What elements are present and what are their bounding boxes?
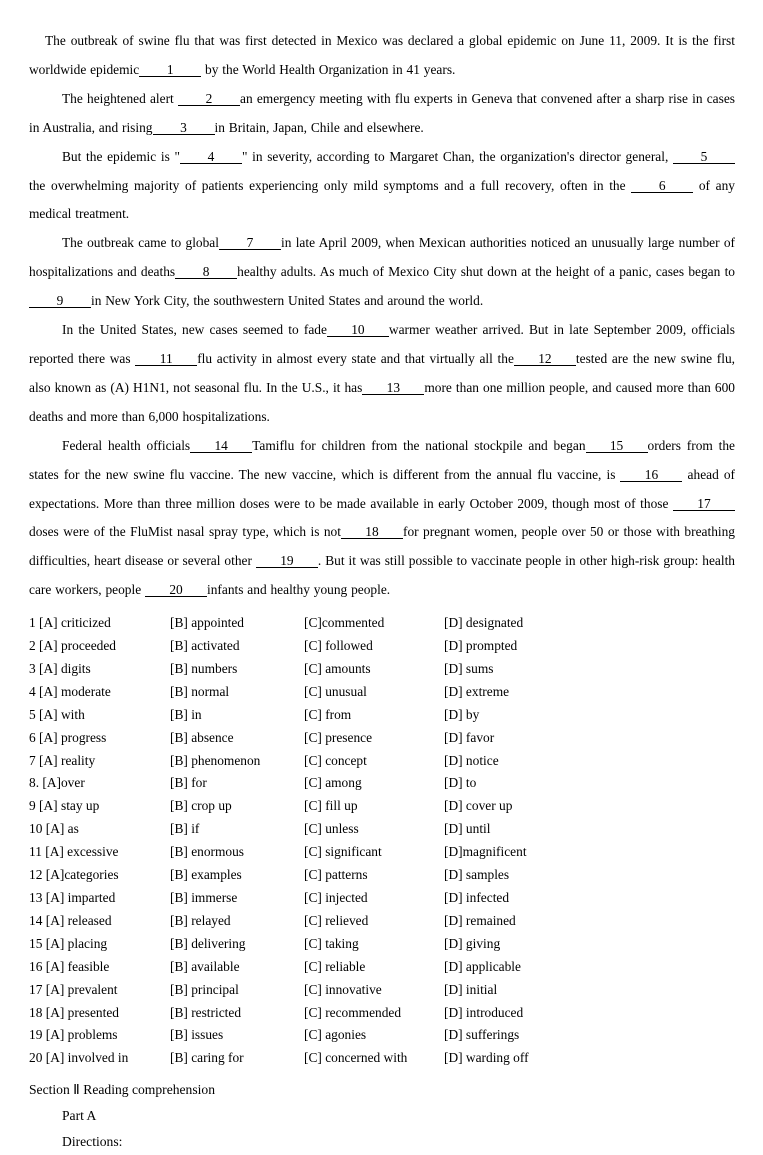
cloze-blank-3: 3 bbox=[153, 121, 215, 135]
option-cell: [D] to bbox=[444, 775, 477, 791]
option-cell: 10 [A] as bbox=[29, 821, 79, 837]
option-row-4 bbox=[29, 681, 735, 704]
cloze-blank-13: 13 bbox=[362, 381, 424, 395]
option-cell: [B] principal bbox=[170, 981, 239, 997]
option-row-2 bbox=[29, 635, 735, 658]
option-cell: [B] phenomenon bbox=[170, 752, 261, 768]
option-cell: 18 [A] presented bbox=[29, 1004, 119, 1020]
option-cell: [D] giving bbox=[444, 935, 501, 951]
cloze-blank-12: 12 bbox=[514, 352, 576, 366]
cloze-blank-9: 9 bbox=[29, 294, 91, 308]
passage-paragraph: The outbreak came to global 7 in late April 2009, when Mexican authorities noticed an unusually large number of hospitalizations and deaths 8 healthy adults. As much of Mexico City shut down at the height of a panic, cases began to 9 in New York City, the southwestern United States and around the world. bbox=[29, 235, 735, 309]
option-cell: [B] enormous bbox=[170, 844, 245, 860]
option-row-10 bbox=[29, 818, 735, 841]
option-row-11 bbox=[29, 841, 735, 864]
option-row-1 bbox=[29, 612, 735, 635]
option-cell: [D] introduced bbox=[444, 1004, 524, 1020]
option-cell: [B] relayed bbox=[170, 912, 231, 928]
cloze-blank-20: 20 bbox=[145, 583, 207, 597]
cloze-blank-6: 6 bbox=[631, 179, 693, 193]
option-cell: 3 [A] digits bbox=[29, 660, 91, 676]
option-cell: [B] in bbox=[170, 706, 202, 722]
option-cell: [D] sums bbox=[444, 660, 494, 676]
option-cell: [D] remained bbox=[444, 912, 516, 928]
option-cell: [C] taking bbox=[304, 935, 359, 951]
cloze-blank-4: 4 bbox=[180, 150, 242, 164]
option-cell: [C] significant bbox=[304, 844, 382, 860]
part-label: Part A bbox=[62, 1108, 97, 1124]
option-cell: 9 [A] stay up bbox=[29, 798, 100, 814]
option-cell: [C]commented bbox=[304, 615, 385, 631]
cloze-blank-5: 5 bbox=[673, 150, 735, 164]
option-row-20 bbox=[29, 1047, 735, 1070]
option-cell: [D] designated bbox=[444, 615, 524, 631]
option-cell: [B] issues bbox=[170, 1027, 224, 1043]
option-cell: [C] agonies bbox=[304, 1027, 367, 1043]
option-cell: 12 [A]categories bbox=[29, 867, 119, 883]
option-cell: [D] initial bbox=[444, 981, 498, 997]
cloze-blank-10: 10 bbox=[327, 323, 389, 337]
option-cell: [D] prompted bbox=[444, 638, 518, 654]
option-cell: 5 [A] with bbox=[29, 706, 85, 722]
option-cell: 15 [A] placing bbox=[29, 935, 108, 951]
option-cell: [C] presence bbox=[304, 729, 373, 745]
option-cell: [D] applicable bbox=[444, 958, 521, 974]
option-cell: [C] concept bbox=[304, 752, 367, 768]
option-row-18 bbox=[29, 1002, 735, 1025]
option-cell: 13 [A] imparted bbox=[29, 890, 116, 905]
option-cell: [C] unusual bbox=[304, 683, 367, 699]
option-cell: 7 [A] reality bbox=[29, 752, 96, 768]
option-cell: [D] favor bbox=[444, 729, 495, 745]
option-cell: 14 [A] released bbox=[29, 912, 112, 928]
option-cell: [C] relieved bbox=[304, 912, 369, 928]
option-cell: [C] among bbox=[304, 775, 362, 791]
cloze-blank-15: 15 bbox=[586, 439, 648, 453]
option-cell: 6 [A] progress bbox=[29, 729, 107, 745]
document-content bbox=[29, 27, 735, 1155]
directions-label: Directions: bbox=[62, 1134, 123, 1150]
cloze-blank-1: 1 bbox=[139, 63, 201, 77]
cloze-blank-7: 7 bbox=[219, 236, 281, 250]
option-cell: [D] by bbox=[444, 706, 480, 722]
section-title: Section Ⅱ Reading comprehension bbox=[29, 1082, 216, 1098]
option-cell: [B] immerse bbox=[170, 890, 238, 905]
option-row-3 bbox=[29, 658, 735, 681]
passage-paragraph: Federal health officials 14 Tamiflu for children from the national stockpile and began 15 orders from the states for the new swine flu vaccine. The new vaccine, which is different from the annual flu vaccine, is 16 ahead of expectations. More than three million doses were to be made available in early October 2009, though most of those 17doses were of the FluMist nasal spray type, which is not 18 for pregnant women, people over 50 or those with breathing difficulties, heart disease or several other 19 . But it was still possible to vaccinate people in other high-risk group: health care workers, people 20 infants and healthy young people. bbox=[29, 437, 736, 598]
cloze-passage bbox=[29, 27, 735, 605]
cloze-blank-11: 11 bbox=[135, 352, 197, 366]
option-row-5 bbox=[29, 704, 735, 727]
option-cell: [C] followed bbox=[304, 638, 373, 654]
cloze-blank-17: 17 bbox=[673, 497, 735, 511]
option-cell: [B] absence bbox=[170, 729, 234, 745]
option-cell: [B] appointed bbox=[170, 615, 245, 631]
option-cell: [C] recommended bbox=[304, 1004, 402, 1020]
option-cell: [C] fill up bbox=[304, 798, 358, 814]
option-row-9 bbox=[29, 795, 735, 818]
option-cell: [B] restricted bbox=[170, 1004, 242, 1020]
passage-paragraph: In the United States, new cases seemed to fade 10 warmer weather arrived. But in late September 2009, officials reported there was 11 flu activity in almost every state and that virtually all the 12 tested are the new swine flu, also known as (A) H1N1, not seasonal flu. In the U.S., it has 13 more than one million people, and caused more than 600 deaths and more than 6,000 hospitalizations. bbox=[29, 322, 735, 424]
option-cell: 19 [A] problems bbox=[29, 1027, 118, 1043]
cloze-blank-18: 18 bbox=[341, 525, 403, 539]
option-row-13 bbox=[29, 887, 735, 910]
option-cell: [C] reliable bbox=[304, 958, 366, 974]
option-cell: [C] from bbox=[304, 706, 352, 722]
option-cell: [B] crop up bbox=[170, 798, 232, 814]
option-cell: [D] infected bbox=[444, 890, 510, 905]
option-cell: 17 [A] prevalent bbox=[29, 981, 118, 997]
passage-paragraph: But the epidemic is " 4 " in severity, according to Margaret Chan, the organization's director general, 5 the overwhelming majority of patients experiencing only mild symptoms and a full recovery, often in the 6 of any medical treatment. bbox=[29, 148, 735, 222]
option-cell: 16 [A] feasible bbox=[29, 958, 110, 974]
option-cell: 11 [A] excessive bbox=[29, 844, 119, 860]
option-row-16 bbox=[29, 956, 735, 979]
cloze-blank-2: 2 bbox=[178, 92, 240, 106]
option-row-7 bbox=[29, 750, 735, 773]
option-cell: [C] patterns bbox=[304, 867, 368, 883]
cloze-blank-19: 19 bbox=[256, 554, 318, 568]
cloze-blank-8: 8 bbox=[175, 265, 237, 279]
cloze-blank-14: 14 bbox=[190, 439, 252, 453]
option-cell: [B] numbers bbox=[170, 660, 238, 676]
cloze-blank-16: 16 bbox=[620, 468, 682, 482]
option-cell: [D] sufferings bbox=[444, 1027, 520, 1043]
option-cell: [C] unless bbox=[304, 821, 359, 837]
option-cell: [D] samples bbox=[444, 867, 510, 883]
option-cell: [B] activated bbox=[170, 638, 240, 654]
option-row-6 bbox=[29, 727, 735, 750]
option-cell: [D] cover up bbox=[444, 798, 513, 814]
option-cell: [B] normal bbox=[170, 683, 230, 699]
option-cell: [C] concerned with bbox=[304, 1050, 408, 1066]
option-cell: [C] innovative bbox=[304, 981, 382, 997]
option-cell: [B] examples bbox=[170, 867, 242, 883]
passage-paragraph: The heightened alert 2 an emergency meeting with flu experts in Geneva that convened after a sharp rise in cases in Australia, and rising 3 in Britain, Japan, Chile and elsewhere. bbox=[29, 90, 735, 135]
option-cell: [C] amounts bbox=[304, 660, 371, 676]
option-cell: 20 [A] involved in bbox=[29, 1050, 129, 1066]
options-list bbox=[29, 612, 735, 1070]
option-cell: [B] delivering bbox=[170, 935, 246, 951]
option-row-8 bbox=[29, 772, 735, 795]
option-cell: [D] until bbox=[444, 821, 491, 837]
option-row-15 bbox=[29, 933, 735, 956]
option-cell: [D]magnificent bbox=[444, 844, 527, 860]
option-cell: [C] injected bbox=[304, 890, 368, 905]
option-row-12 bbox=[29, 864, 735, 887]
passage-paragraph: The outbreak of swine flu that was first detected in Mexico was declared a global epidemic on June 11, 2009. It is the first worldwide epidemic 1 by the World Health Organization in 41 years. bbox=[29, 33, 735, 77]
option-cell: [D] extreme bbox=[444, 683, 510, 699]
option-row-19 bbox=[29, 1024, 735, 1047]
option-cell: [D] warding off bbox=[444, 1050, 529, 1066]
option-cell: [B] caring for bbox=[170, 1050, 244, 1066]
option-row-14 bbox=[29, 910, 735, 933]
option-cell: [D] notice bbox=[444, 752, 499, 768]
footer-section bbox=[29, 1077, 735, 1155]
option-cell: 1 [A] criticized bbox=[29, 615, 111, 631]
option-cell: [B] if bbox=[170, 821, 200, 837]
option-cell: 4 [A] moderate bbox=[29, 683, 111, 699]
option-cell: 2 [A] proceeded bbox=[29, 638, 116, 654]
option-cell: [B] available bbox=[170, 958, 240, 974]
option-cell: 8. [A]over bbox=[29, 775, 85, 791]
option-row-17 bbox=[29, 979, 735, 1002]
option-cell: [B] for bbox=[170, 775, 207, 791]
